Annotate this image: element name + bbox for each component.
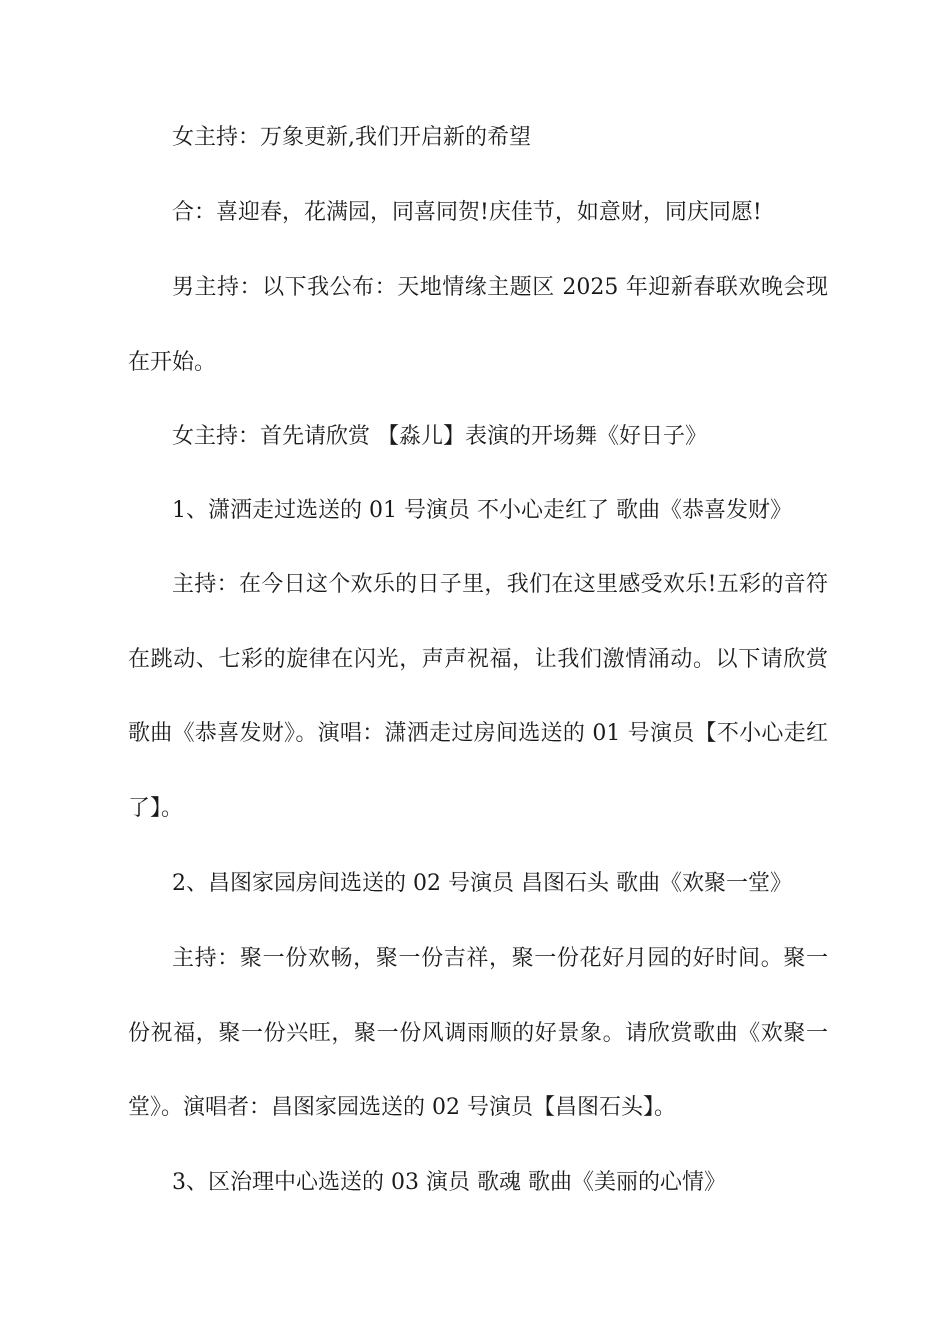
paragraph-program-3: 3、区治理中心选送的 03 演员 歌魂 歌曲《美丽的心情》 [172,1170,726,1195]
paragraph-program-1: 1、潇洒走过选送的 01 号演员 不小心走红了 歌曲《恭喜发财》 [172,498,792,523]
paragraph-chorus: 合：喜迎春，花满园，同喜同贺!庆佳节，如意财，同庆同愿! [172,200,762,225]
paragraph-program-2: 2、昌图家园房间选送的 02 号演员 昌图石头 歌曲《欢聚一堂》 [172,871,792,896]
paragraph-female-host-opening: 女主持：万象更新,我们开启新的希望 [172,125,531,150]
paragraph-male-host-announcement: 男主持：以下我公布：天地情缘主题区 2025 年迎新春联欢晚会现在开始。 [128,275,828,375]
paragraph-host-intro-1: 主持：在今日这个欢乐的日子里，我们在这里感受欢乐!五彩的音符在跳动、七彩的旋律在闪光，声声祝福，让我们激情涌动。以下请欣赏歌曲《恭喜发财》。演唱：潇洒走过房间选送的 01 号演员【不小心走红了】。 [128,572,828,821]
paragraph-opening-dance: 女主持：首先请欣赏 【淼儿】表演的开场舞《好日子》 [172,424,707,449]
paragraph-host-intro-2: 主持：聚一份欢畅，聚一份吉祥，聚一份花好月园的好时间。聚一份祝福，聚一份兴旺，聚一份风调雨顺的好景象。请欣赏歌曲《欢聚一堂》。演唱者：昌图家园选送的 02 号演员【昌图石头】。 [128,946,828,1120]
